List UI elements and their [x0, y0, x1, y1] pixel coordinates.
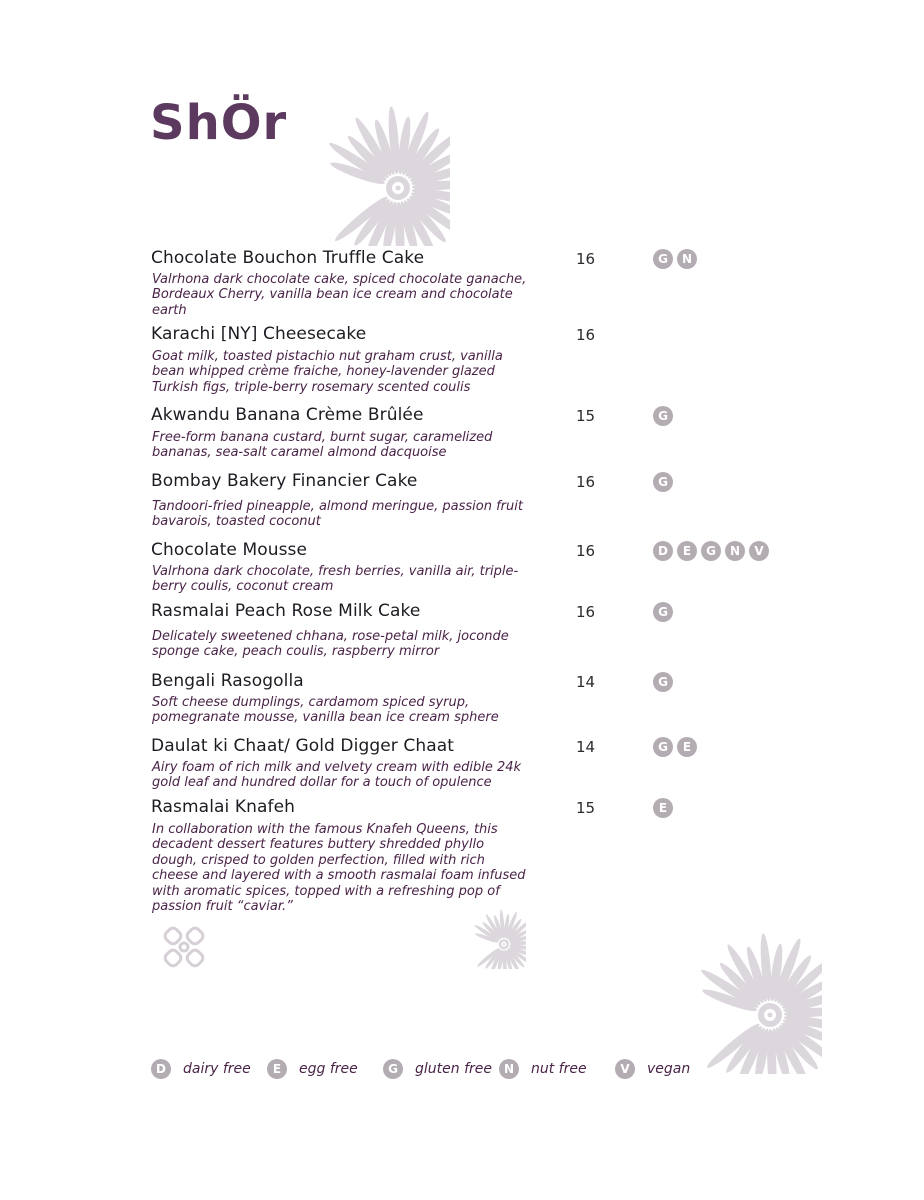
flower-center-dot — [768, 1013, 773, 1018]
diet-badges — [653, 737, 697, 757]
item-price: 16 — [576, 542, 596, 560]
item-description: Valrhona dark chocolate, fresh berries, vanilla air, triple-berry coulis, coconut cream — [152, 564, 519, 595]
legend-label: egg free — [299, 1061, 358, 1077]
item-price: 16 — [576, 326, 596, 344]
item-price: 15 — [576, 407, 596, 425]
legend-badge: N — [499, 1059, 519, 1079]
diet-badge: N — [725, 541, 745, 561]
legend-badge: D — [151, 1059, 171, 1079]
legend-entry-egg-free — [267, 1059, 358, 1079]
legend-label: dairy free — [183, 1061, 251, 1077]
flower-decoration-small — [458, 905, 526, 969]
diet-badge: G — [701, 541, 721, 561]
item-price: 14 — [576, 673, 596, 691]
diet-legend — [151, 1059, 771, 1081]
item-name: Rasmalai Peach Rose Milk Cake — [151, 601, 421, 621]
logo-text: ShÖr — [150, 95, 288, 148]
knot-motif-icon — [162, 925, 206, 969]
diet-badge: D — [653, 541, 673, 561]
diet-badge: E — [653, 798, 673, 818]
item-price: 16 — [576, 473, 596, 491]
legend-entry-dairy-free — [151, 1059, 251, 1079]
diet-badge: G — [653, 249, 673, 269]
diet-badges — [653, 406, 673, 426]
item-description: Tandoori-fried pineapple, almond meringue, passion fruit bavarois, toasted coconut — [152, 499, 523, 530]
item-price: 15 — [576, 799, 596, 817]
item-name: Chocolate Bouchon Truffle Cake — [151, 248, 425, 268]
flower-decoration-top — [290, 96, 450, 246]
item-name: Bengali Rasogolla — [151, 671, 304, 691]
legend-badge: V — [615, 1059, 635, 1079]
item-price: 16 — [576, 250, 596, 268]
diet-badge: V — [749, 541, 769, 561]
item-name: Akwandu Banana Crème Brûlée — [151, 405, 424, 425]
legend-badge: E — [267, 1059, 287, 1079]
diet-badges — [653, 602, 673, 622]
diet-badge: G — [653, 602, 673, 622]
legend-entry-nut-free — [499, 1059, 587, 1079]
item-name: Bombay Bakery Financier Cake — [151, 471, 418, 491]
legend-entry-vegan — [615, 1059, 690, 1079]
item-name: Daulat ki Chaat/ Gold Digger Chaat — [151, 736, 455, 756]
item-description: In collaboration with the famous Knafeh Queens, this decadent dessert features buttery shredded phyllo dough, crisped to golden perfection, filled with rich cheese and layered with a smooth rasmalai foam infused with aromatic spices, topped with a refreshing pop of passion fruit “caviar.” — [152, 822, 526, 915]
legend-label: vegan — [647, 1061, 691, 1077]
item-description: Free-form banana custard, burnt sugar, caramelized bananas, sea-salt caramel almond dacquoise — [152, 430, 493, 461]
item-description: Valrhona dark chocolate cake, spiced chocolate ganache, Bordeaux Cherry, vanilla bean ice cream and chocolate earth — [152, 272, 527, 318]
diet-badges — [653, 798, 673, 818]
item-name: Karachi [NY] Cheesecake — [151, 324, 367, 344]
diet-badge: E — [677, 541, 697, 561]
flower-center-dot — [503, 943, 505, 945]
item-name: Rasmalai Knafeh — [151, 797, 296, 817]
flower-center-dot — [396, 186, 401, 191]
legend-label: nut free — [531, 1061, 587, 1077]
legend-entry-gluten-free — [383, 1059, 492, 1079]
item-name: Chocolate Mousse — [151, 540, 308, 560]
flower-decoration-large — [662, 922, 822, 1074]
item-price: 14 — [576, 738, 596, 756]
diet-badges — [653, 472, 673, 492]
diet-badges — [653, 541, 769, 561]
diet-badge: G — [653, 406, 673, 426]
diet-badge: G — [653, 672, 673, 692]
item-description: Goat milk, toasted pistachio nut graham crust, vanilla bean whipped crème fraiche, honey-lavender glazed Turkish figs, triple-berry rosemary scented coulis — [152, 349, 503, 395]
item-price: 16 — [576, 603, 596, 621]
legend-label: gluten free — [415, 1061, 492, 1077]
diet-badge: E — [677, 737, 697, 757]
item-description: Delicately sweetened chhana, rose-petal milk, joconde sponge cake, peach coulis, raspberry mirror — [152, 629, 509, 660]
diet-badges — [653, 249, 697, 269]
diet-badges — [653, 672, 673, 692]
diet-badge: G — [653, 737, 673, 757]
diet-badge: N — [677, 249, 697, 269]
diet-badge: G — [653, 472, 673, 492]
item-description: Soft cheese dumplings, cardamom spiced syrup, pomegranate mousse, vanilla bean ice cream sphere — [152, 695, 499, 726]
item-description: Airy foam of rich milk and velvety cream with edible 24k gold leaf and hundred dollar for a touch of opulence — [152, 760, 522, 791]
legend-badge: G — [383, 1059, 403, 1079]
